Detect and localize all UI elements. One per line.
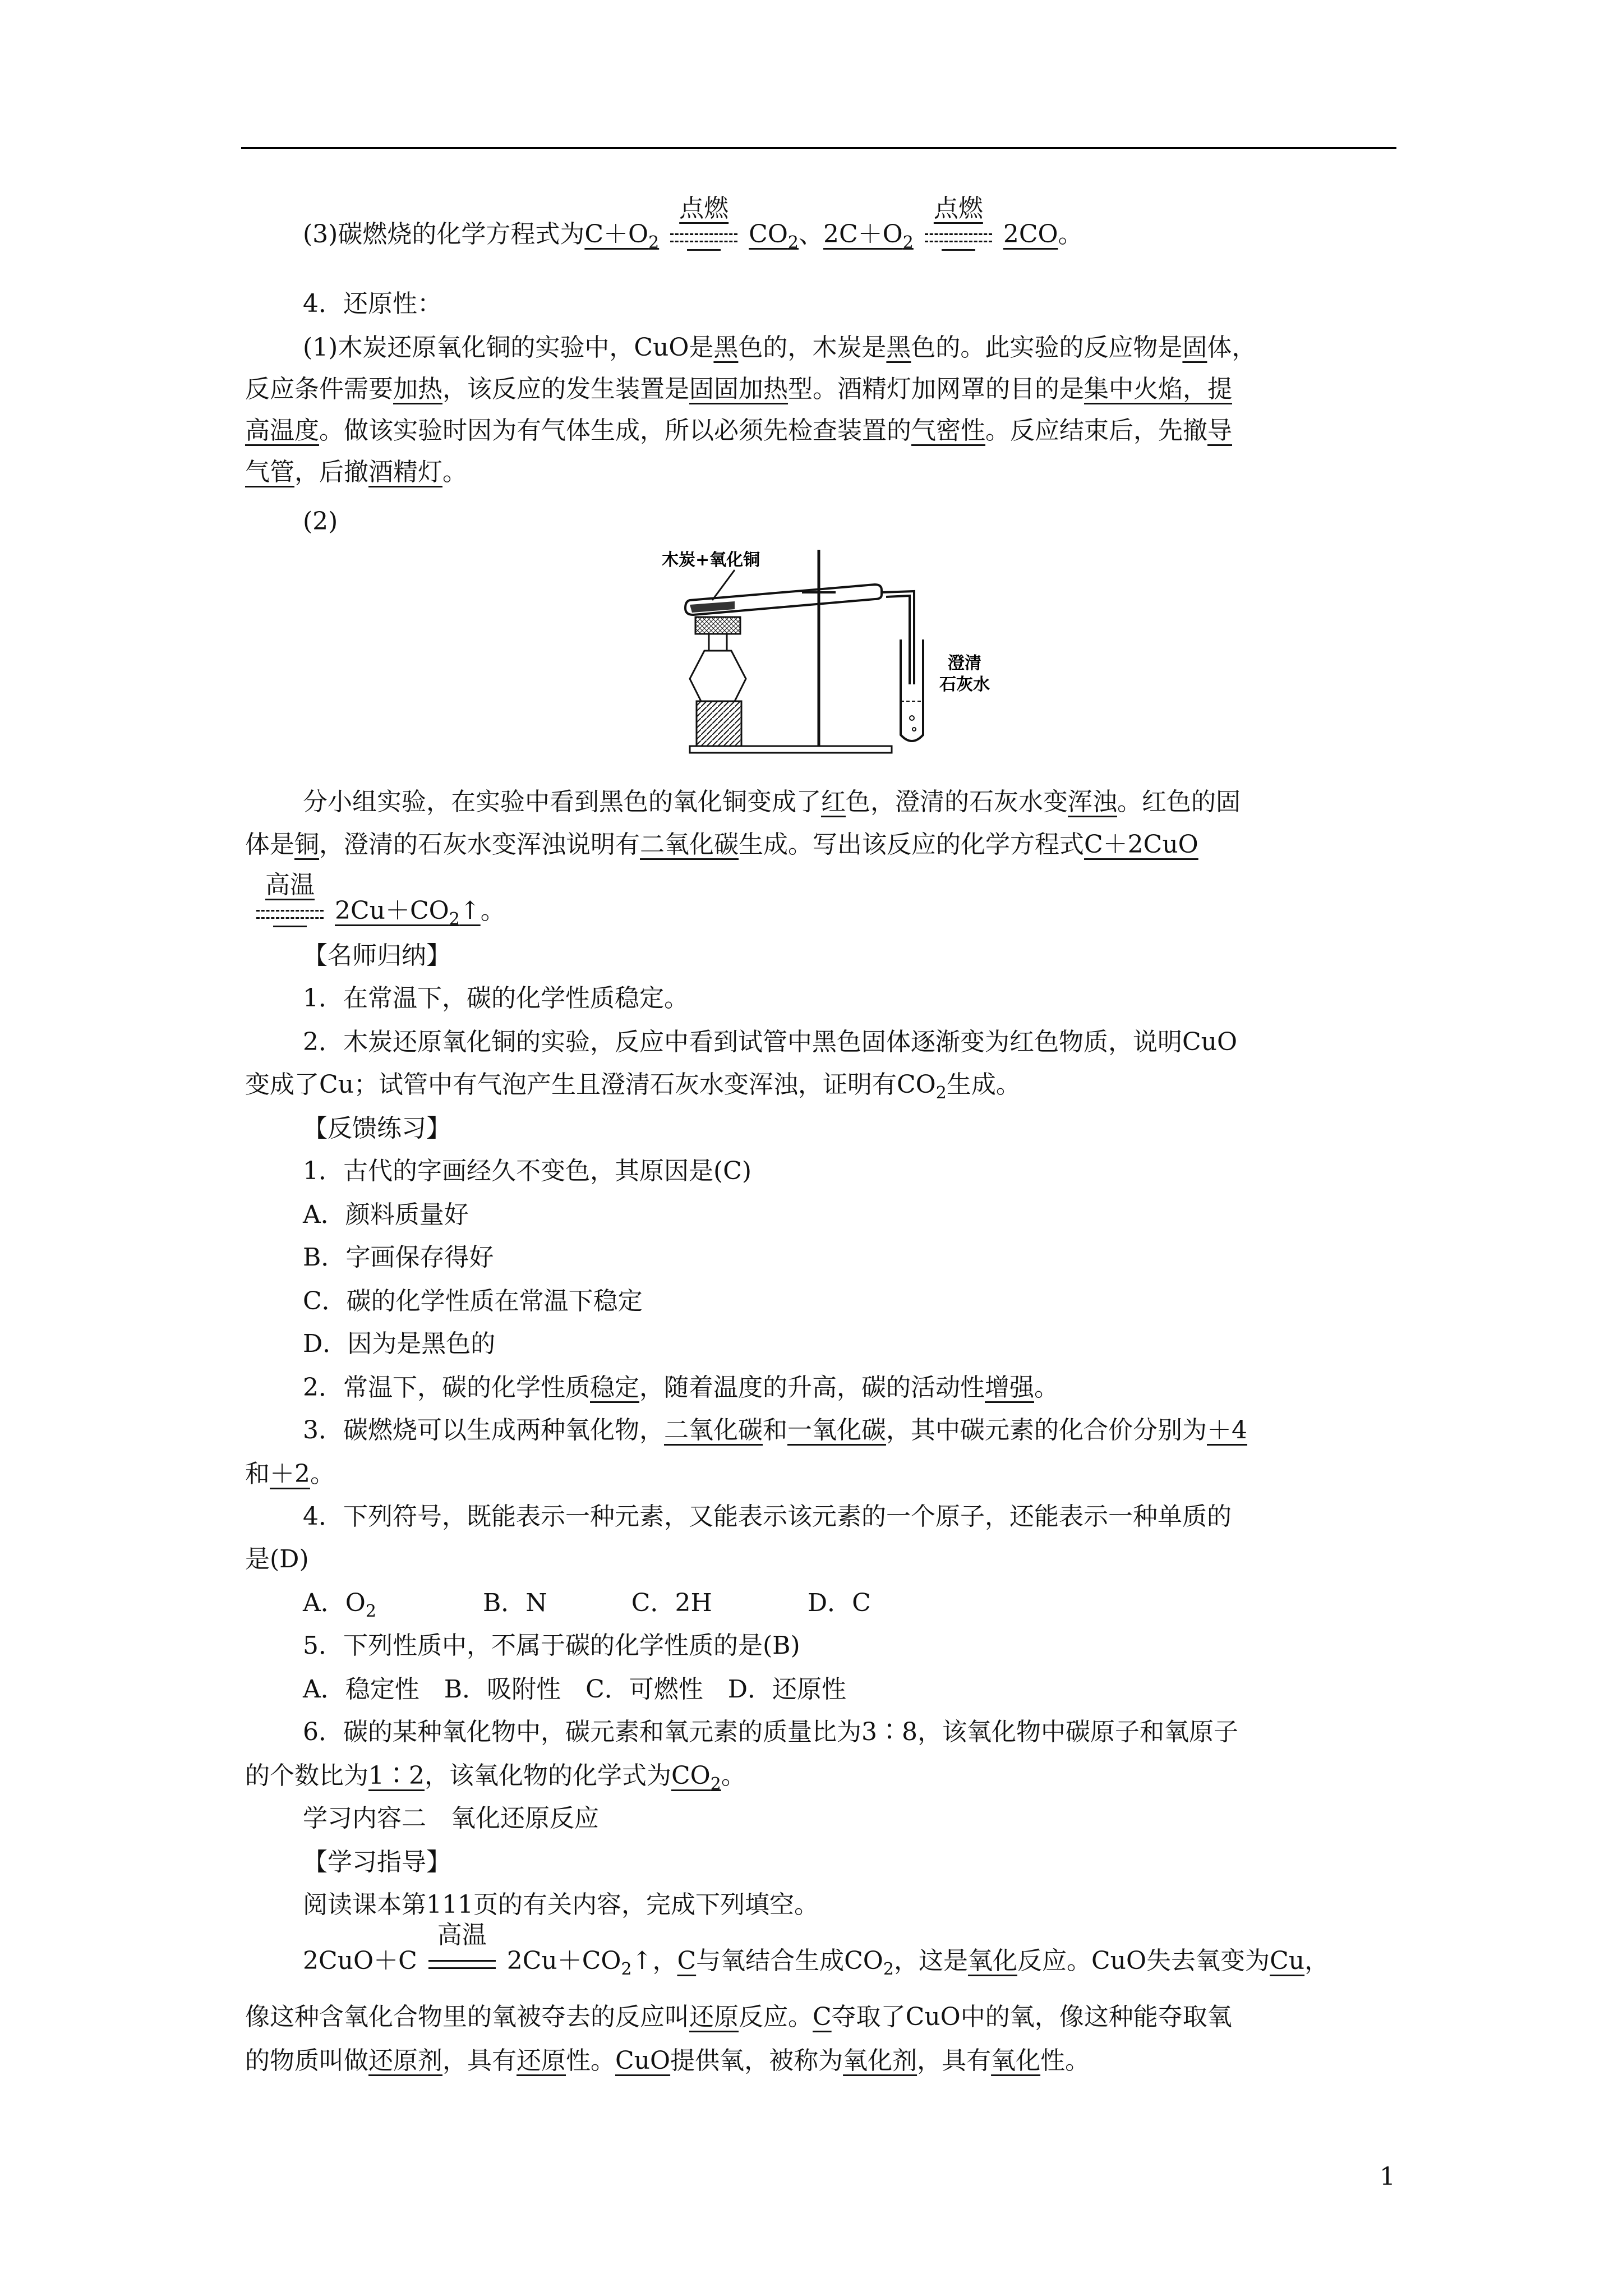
option-d: D．C — [807, 1589, 871, 1617]
text: 和 — [245, 1460, 270, 1488]
answer-blank: 还原 — [517, 2046, 566, 2075]
text: (1)木炭还原氧化铜的实验中，CuO是 — [303, 333, 714, 362]
answer-blank: 1∶2 — [368, 1761, 425, 1790]
answer-blank: C — [677, 1947, 697, 1975]
option-b: B．字画保存得好 — [303, 1243, 494, 1272]
text: ，随着温度的升高，碳的活动性 — [639, 1373, 985, 1402]
text: ，后撤 — [294, 458, 368, 486]
text: 的个数比为 — [245, 1761, 368, 1790]
section-heading-practice: 【反馈练习】 — [303, 1114, 451, 1143]
subscript: 2 — [449, 909, 460, 929]
answer-blank: 稳定 — [590, 1373, 639, 1402]
text: 反应条件需要 — [245, 375, 393, 403]
paragraph-line — [245, 2045, 1090, 2077]
text: 。 — [1034, 1373, 1059, 1402]
reaction-condition-high-temp — [417, 1921, 507, 1977]
text: ，其中碳元素的化合价分别为 — [886, 1416, 1207, 1444]
question-5: 5．下列性质中，不属于碳的化学性质的是(B) — [303, 1631, 800, 1660]
reaction-condition-1 — [659, 194, 749, 250]
answer-blank: 二氧化碳 — [664, 1416, 763, 1444]
question-4: 4．下列符号，既能表示一种元素，又能表示该元素的一个原子，还能表示一种单质的 — [303, 1502, 1232, 1531]
text: 像这种含氧化合物里的氧被夺去的反应叫 — [245, 2003, 689, 2031]
text: 色的。此实验的反应物是 — [911, 333, 1183, 362]
answer-blank: ＋2 — [270, 1460, 310, 1488]
subscript: 2 — [621, 1959, 632, 1979]
text: 和 — [763, 1416, 787, 1444]
question-1: 1．古代的字画经久不变色，其原因是(C) — [303, 1157, 751, 1185]
equation-line-redox — [303, 1921, 1330, 1985]
text: 的物质叫做 — [245, 2046, 368, 2075]
question-4-options — [303, 1588, 871, 1627]
text: 变成了Cu；试管中有气泡产生且澄清石灰水变浑浊，证明有CO — [245, 1070, 936, 1099]
condition-text: 高温 — [437, 1921, 487, 1949]
text: ，具有 — [442, 2046, 517, 2075]
text: 与氧结合生成CO — [696, 1947, 883, 1975]
paragraph-line: 2．木炭还原氧化铜的实验，反应中看到试管中黑色固体逐渐变为红色物质，说明CuO — [303, 1028, 1238, 1056]
text: 。做该实验时因为有气体生成，所以必须先检查装置的 — [319, 416, 911, 445]
question-3-cont — [245, 1458, 335, 1490]
condition-text: 高温 — [265, 871, 315, 899]
answer-blank: 红 — [821, 788, 846, 816]
text: 、 — [799, 220, 824, 249]
question-6: 6．碳的某种氧化物中，碳元素和氧元素的质量比为3∶8，该氧化物中碳原子和氧原子 — [303, 1718, 1238, 1746]
answer-blank: 固固加热 — [689, 375, 788, 403]
text: 体， — [1207, 333, 1257, 362]
text: 2．常温下，碳的化学性质 — [303, 1373, 590, 1402]
answer-blank: 高温度 — [245, 416, 319, 445]
subscript: 2 — [787, 233, 799, 252]
text: 性。 — [566, 2046, 615, 2075]
answer-blank: 加热 — [393, 375, 442, 403]
paragraph-line: 阅读课本第111页的有关内容，完成下列填空。 — [303, 1890, 819, 1919]
text: ，该反应的发生装置是 — [442, 375, 689, 403]
text: 。 — [442, 458, 467, 486]
text: (3)碳燃烧的化学方程式为 — [303, 220, 585, 249]
answer-blank: 固 — [1182, 333, 1207, 362]
condition-text: 点燃 — [933, 194, 983, 223]
answer-blank: Cu — [1270, 1947, 1305, 1975]
paragraph-line — [245, 415, 1232, 447]
text: 。 — [721, 1761, 746, 1790]
answer-blank: 氧化 — [967, 1947, 1017, 1975]
text: ，澄清的石灰水变浑浊说明有 — [319, 830, 640, 859]
equation-line — [245, 871, 505, 935]
text: 反应。 — [739, 2003, 813, 2031]
answer-blank: 气密性 — [911, 416, 985, 445]
text: 生成。写出该反应的化学方程式 — [739, 830, 1084, 859]
answer-blank: 集中火焰，提 — [1084, 375, 1232, 403]
paragraph-line — [303, 332, 1256, 364]
subscript: 2 — [935, 1083, 947, 1103]
section-heading-guidance: 【学习指导】 — [303, 1848, 451, 1876]
question-6-cont — [245, 1760, 746, 1800]
text: 。 — [480, 896, 505, 925]
section-heading-reducibility: 4．还原性： — [303, 289, 442, 318]
subscript: 2 — [365, 1602, 376, 1621]
text: 。反应结束后，先撤 — [985, 416, 1207, 445]
text: 分小组实验，在实验中看到黑色的氧化铜变成了 — [303, 788, 821, 816]
text: 反应。CuO失去氧变为 — [1017, 1947, 1270, 1975]
paragraph-line — [245, 2001, 1232, 2033]
question-4-cont: 是(D) — [245, 1545, 309, 1573]
subscript: 2 — [710, 1774, 721, 1794]
text: 型。酒精灯加网罩的目的是 — [788, 375, 1084, 403]
answer-blank: 气管 — [245, 458, 294, 486]
answer-blank: 黑 — [886, 333, 911, 362]
answer-blank: CuO — [615, 2046, 671, 2075]
option-b: B．N — [482, 1589, 547, 1617]
paragraph-line — [245, 457, 467, 488]
text: 3．碳燃烧可以生成两种氧化物， — [303, 1416, 664, 1444]
paragraph-line — [245, 829, 1198, 861]
answer-blank: 还原剂 — [368, 2046, 442, 2075]
answer-equation: 2Cu＋CO — [335, 896, 449, 925]
question-3 — [303, 1415, 1247, 1446]
text: ， — [1304, 1947, 1330, 1975]
equation-line-carbon-combustion — [303, 194, 1083, 259]
text: 2CuO＋C — [303, 1947, 417, 1975]
text: 2Cu＋CO — [506, 1947, 621, 1975]
answer-blank: ＋4 — [1207, 1416, 1247, 1444]
text: ，这是 — [893, 1947, 968, 1975]
text: ，具有 — [917, 2046, 992, 2075]
text: 性。 — [1040, 2046, 1090, 2075]
text: 色的，木炭是 — [738, 333, 887, 362]
paragraph-line — [245, 1069, 1021, 1109]
option-a: A．O — [303, 1589, 366, 1617]
answer-blank: 二氧化碳 — [640, 830, 739, 859]
answer-blank: 酒精灯 — [368, 458, 442, 486]
text: 。红色的固 — [1117, 788, 1241, 816]
figure-label-limewater-2: 石灰水 — [939, 675, 990, 694]
subscript: 2 — [902, 233, 914, 252]
text: 提供氧，被称为 — [670, 2046, 843, 2075]
text: 色，澄清的石灰水变 — [846, 788, 1068, 816]
answer-blank: 氧化 — [991, 2046, 1041, 2075]
answer-blank: 增强 — [985, 1373, 1034, 1402]
subscript: 2 — [648, 233, 660, 252]
condition-text: 点燃 — [679, 194, 729, 223]
arrow-up: ↑ — [459, 896, 481, 925]
paragraph-line — [303, 786, 1241, 818]
figure-label-limewater-1: 澄清 — [948, 654, 981, 673]
question-2 — [303, 1372, 1059, 1404]
paragraph-line — [245, 374, 1232, 405]
apparatus-figure — [651, 539, 998, 763]
page-number: 1 — [1380, 2162, 1395, 2191]
text: 。 — [1058, 220, 1083, 249]
option-c: C．2H — [631, 1589, 712, 1617]
text: 夺取了CuO中的氧，像这种能夺取氧 — [831, 2003, 1232, 2031]
answer-blank: 浑浊 — [1068, 788, 1117, 816]
paragraph-line: 1．在常温下，碳的化学性质稳定。 — [303, 984, 689, 1013]
answer-blank: 氧化剂 — [843, 2046, 917, 2075]
section-heading-content-2: 学习内容二 氧化还原反应 — [303, 1804, 599, 1833]
figure-label-reactants: 木炭+氧化铜 — [662, 550, 760, 570]
text: 。 — [310, 1460, 335, 1488]
answer-blank: 导 — [1207, 416, 1232, 445]
answer-product-2: 2CO — [1003, 220, 1058, 249]
answer-reactant-2: 2C＋O — [823, 220, 903, 249]
item-label: (2) — [303, 507, 338, 536]
section-heading-summary: 【名师归纳】 — [303, 941, 451, 970]
reaction-condition-high-temp — [245, 871, 335, 927]
text: ，该氧化物的化学式为 — [425, 1761, 671, 1790]
answer-blank: CO — [671, 1761, 711, 1790]
answer-blank: 黑 — [713, 333, 739, 362]
answer-reactant-1: C＋O — [584, 220, 649, 249]
option-d: D．因为是黑色的 — [303, 1329, 496, 1358]
answer-blank: 铜 — [294, 830, 319, 859]
question-5-options: A．稳定性 B．吸附性 C．可燃性 D．还原性 — [303, 1675, 847, 1704]
answer-equation: C＋2CuO — [1084, 830, 1198, 859]
text: 生成。 — [946, 1070, 1021, 1099]
text: ↑， — [631, 1947, 677, 1975]
option-c: C．碳的化学性质在常温下稳定 — [303, 1287, 643, 1315]
subscript: 2 — [883, 1959, 894, 1979]
option-a: A．颜料质量好 — [303, 1200, 469, 1229]
answer-blank: C — [813, 2003, 832, 2031]
reaction-condition-2 — [914, 194, 1003, 250]
answer-blank: 还原 — [689, 2003, 739, 2031]
text: 体是 — [245, 830, 294, 859]
header-rule — [241, 147, 1396, 149]
answer-product-1: CO — [749, 220, 788, 249]
answer-blank: 一氧化碳 — [787, 1416, 886, 1444]
